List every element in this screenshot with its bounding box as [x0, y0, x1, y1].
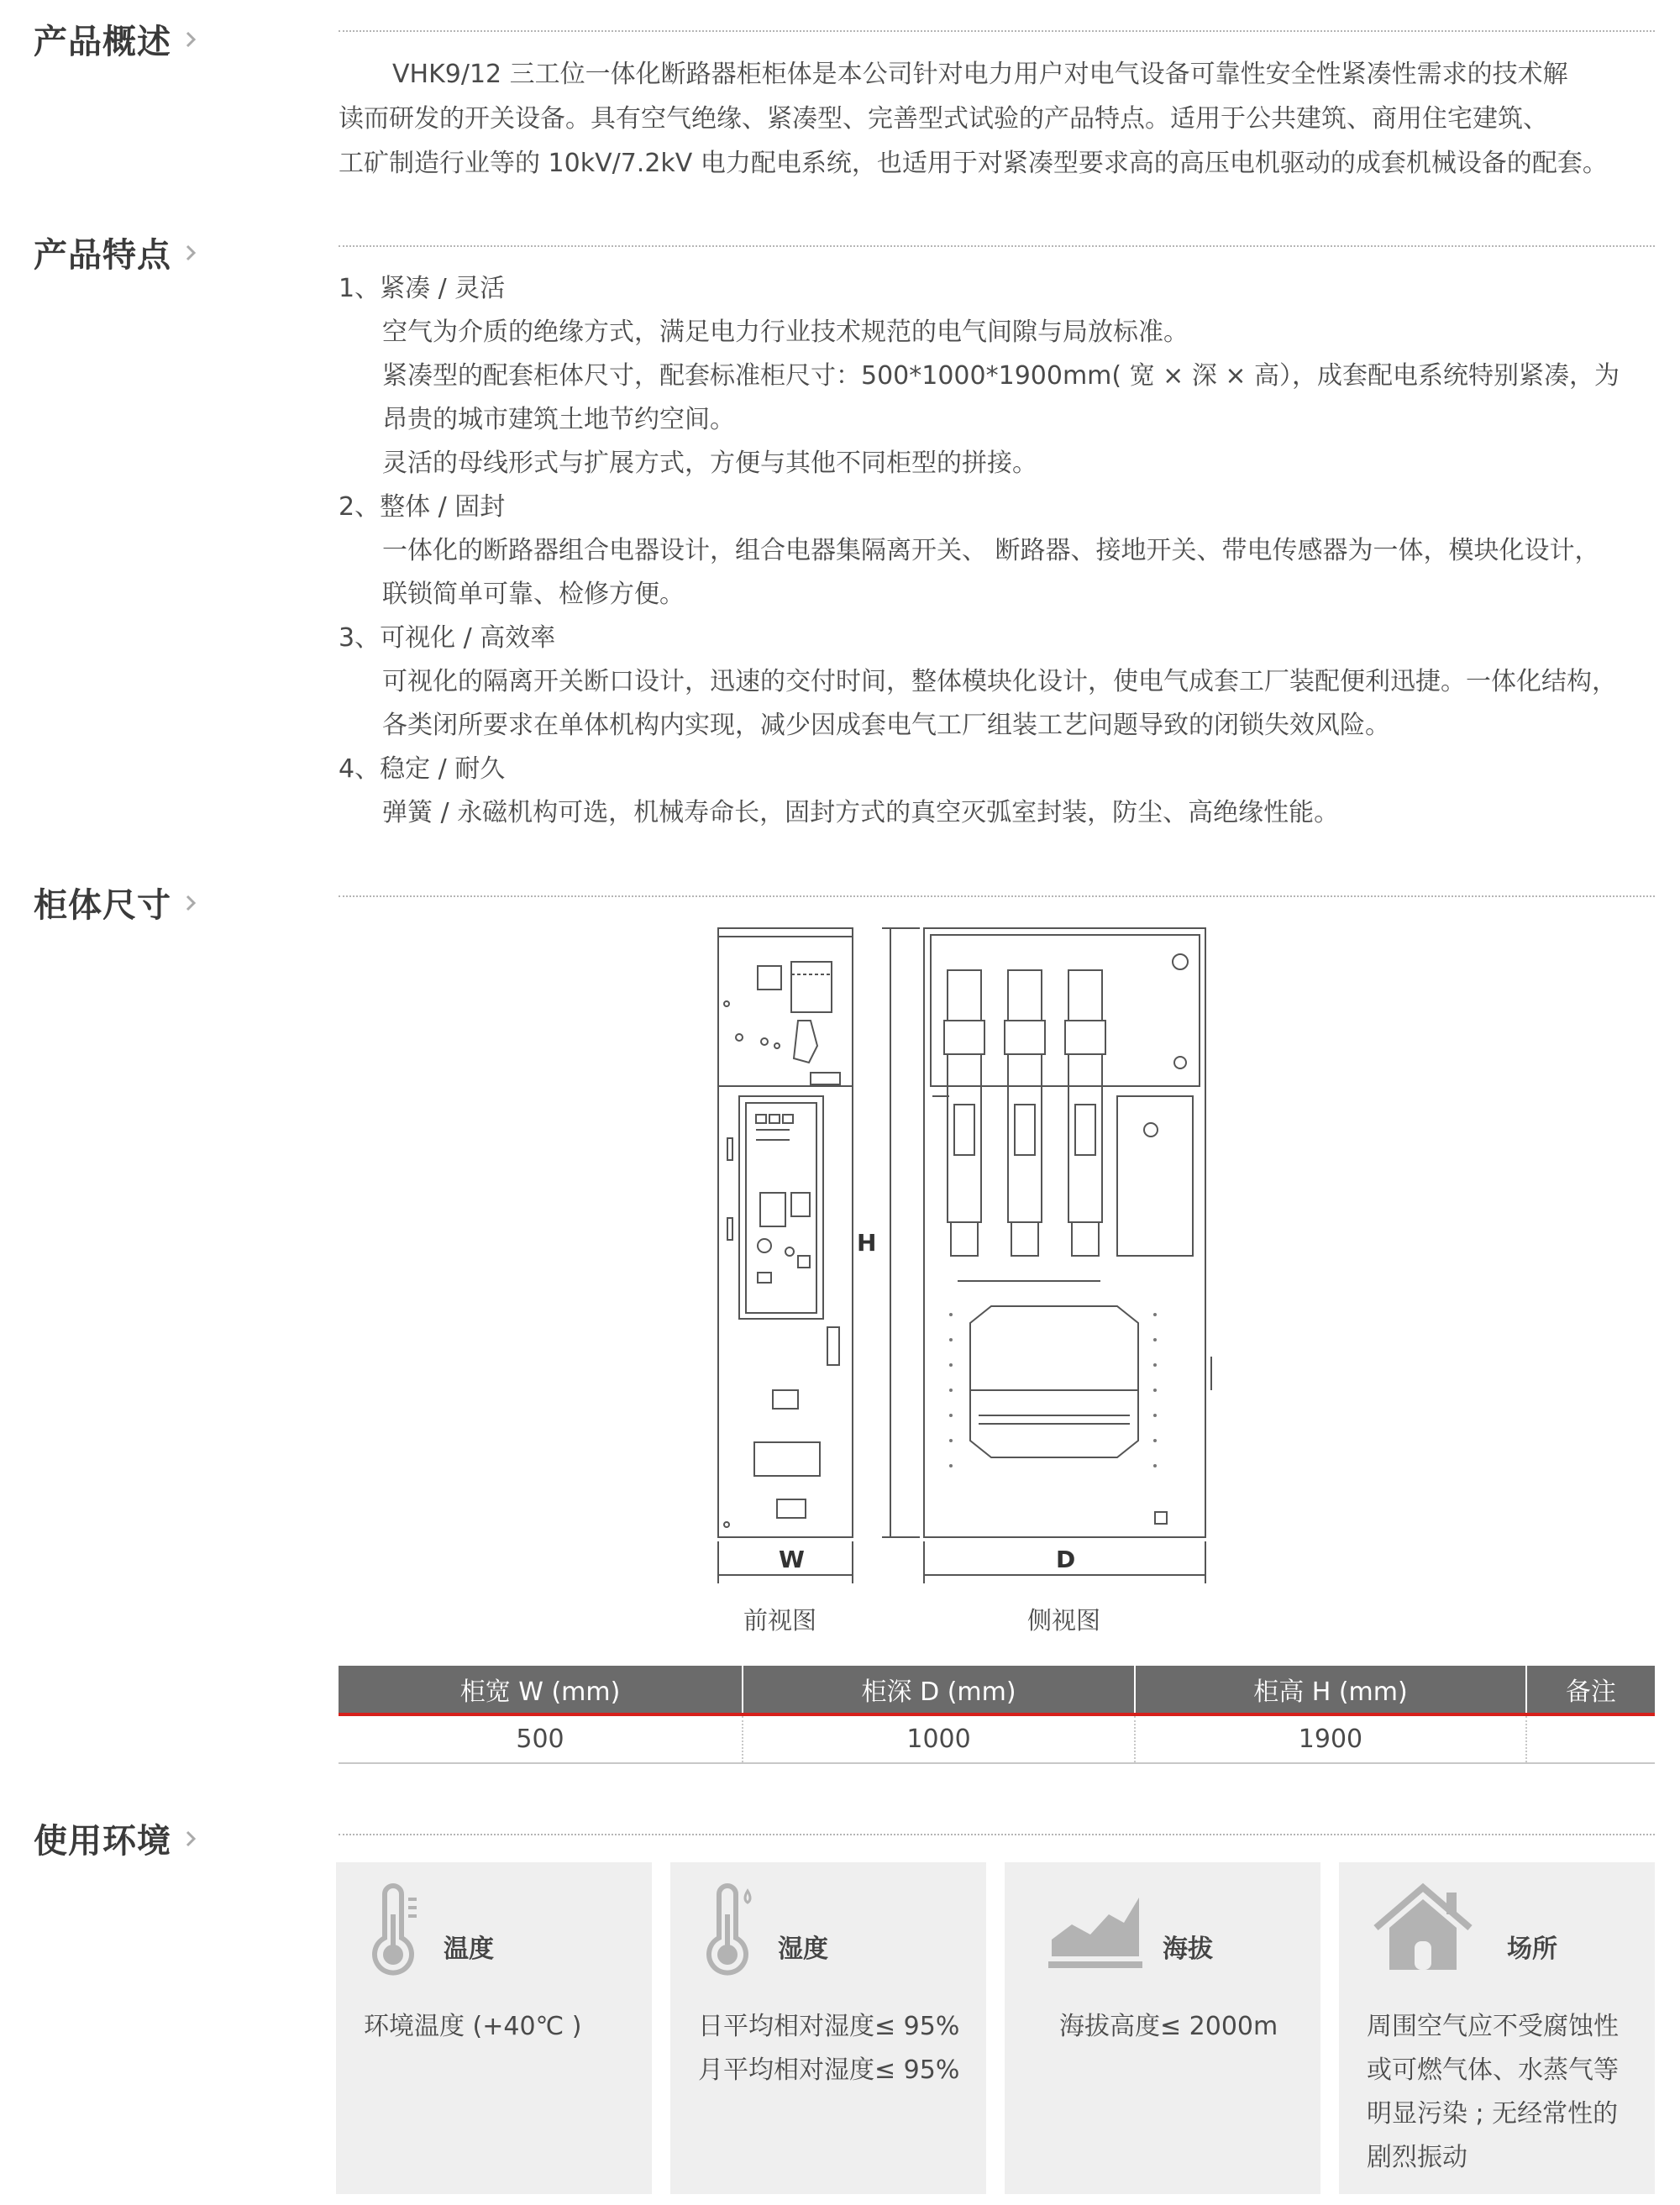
table-header-cell: 柜宽 W (mm): [339, 1666, 743, 1714]
dimensions-table: [339, 1666, 1655, 1764]
section-title: 使用环境: [34, 1822, 171, 1861]
table-header-cell: 备注: [1526, 1666, 1655, 1714]
feature-text: 弹簧 / 永磁机构可选，机械寿命长，固封方式的真空灭弧室封装，防尘、高绝缘性能。: [382, 798, 1340, 827]
divider: [339, 895, 1655, 897]
card-title: 海拔: [1163, 1935, 1213, 1964]
depth-dimension-label: D: [1056, 1546, 1076, 1573]
table-cell: 1000: [743, 1714, 1135, 1763]
card-title: 场所: [1507, 1935, 1557, 1964]
cabinet-line-drawing: [680, 920, 1302, 1642]
chevron-right-icon: [185, 30, 197, 49]
side-view-caption: 侧视图: [1027, 1606, 1101, 1635]
card-title: 温度: [444, 1935, 494, 1964]
cabinet-drawings: [680, 920, 1302, 1642]
section-features-header: [34, 228, 197, 276]
section-environment-header: [34, 1814, 197, 1862]
divider: [339, 245, 1655, 247]
overview-paragraph: VHK9/12 三工位一体化断路器柜柜体是本公司针对电力用户对电气设备可靠性安全性紧凑性需求的技术解 读而研发的开关设备。具有空气绝缘、紧凑型、完善型式试验的产品特点。适用于公共建筑、商用住宅建筑、 工矿制造行业等的 10kV/7.2kV 电力配电系统，也适用于对紧凑型要求高的高压电机驱动的成套机械设备的配套。: [339, 60, 1608, 178]
feature-heading: 3、可视化 / 高效率: [339, 623, 556, 653]
feature-heading: 1、紧凑 / 灵活: [339, 274, 506, 303]
feature-text: 灵活的母线形式与扩展方式，方便与其他不同柜型的拼接。: [382, 449, 1037, 478]
front-view-caption: 前视图: [743, 1606, 817, 1635]
card-text: 日平均相对湿度≤ 95% 月平均相对湿度≤ 95%: [698, 2012, 960, 2085]
table-cell: 500: [339, 1714, 743, 1763]
env-card-altitude: [1005, 1862, 1320, 2194]
card-title: 湿度: [778, 1935, 828, 1964]
table-cell: 1900: [1135, 1714, 1526, 1763]
feature-text: 各类闭所要求在单体机构内实现，减少因成套电气工厂组装工艺问题导致的闭锁失效风险。: [382, 711, 1390, 740]
card-text: 环境温度 (+40℃ ): [364, 2012, 582, 2041]
feature-text: 可视化的隔离开关断口设计，迅速的交付时间，整体模块化设计，使电气成套工厂装配便利迅捷。一体化结构，: [382, 667, 1617, 696]
card-text: 周围空气应不受腐蚀性 或可燃气体、水蒸气等 明显污染 ; 无经常性的 剧烈振动: [1367, 2012, 1619, 2172]
chevron-right-icon: [185, 894, 197, 912]
section-title: 柜体尺寸: [34, 886, 171, 925]
section-title: 产品概述: [34, 23, 171, 61]
feature-text: 昂贵的城市建筑土地节约空间。: [382, 405, 735, 434]
height-dimension-label: H: [857, 1229, 877, 1257]
feature-text: 一体化的断路器组合电器设计，组合电器集隔离开关、 断路器、接地开关、带电传感器为一体，模块化设计，: [382, 536, 1600, 565]
table-header-cell: 柜深 D (mm): [743, 1666, 1135, 1714]
table-cell: [1526, 1714, 1655, 1763]
humidity-thermometer-icon: [704, 1881, 788, 1980]
table-row: [339, 1714, 1655, 1763]
mountain-icon: [1047, 1881, 1147, 1980]
width-dimension-label: W: [779, 1546, 805, 1573]
chevron-right-icon: [185, 244, 197, 262]
features-list: [339, 267, 1655, 835]
feature-text: 联锁简单可靠、检修方便。: [382, 580, 685, 609]
card-text: 海拔高度≤ 2000m: [1059, 2012, 1278, 2041]
section-dimensions-header: [34, 879, 197, 927]
section-title: 产品特点: [34, 236, 171, 275]
table-header-row: [339, 1666, 1655, 1714]
section-overview-header: [34, 15, 197, 63]
feature-text: 空气为介质的绝缘方式，满足电力行业技术规范的电气间隙与局放标准。: [382, 318, 1189, 347]
env-card-temperature: [336, 1862, 652, 2194]
feature-heading: 4、稳定 / 耐久: [339, 754, 506, 784]
feature-heading: 2、整体 / 固封: [339, 492, 506, 522]
table-header-cell: 柜高 H (mm): [1135, 1666, 1526, 1714]
feature-text: 紧凑型的配套柜体尺寸，配套标准柜尺寸：500*1000*1900mm( 宽 × 深 × 高），成套配电系统特别紧凑，为: [382, 361, 1620, 391]
env-card-location: [1339, 1862, 1655, 2194]
env-card-humidity: [670, 1862, 986, 2194]
thermometer-icon: [370, 1881, 454, 1980]
house-icon: [1373, 1881, 1473, 1980]
chevron-right-icon: [185, 1830, 197, 1848]
divider: [339, 1834, 1655, 1835]
divider: [339, 30, 1655, 32]
